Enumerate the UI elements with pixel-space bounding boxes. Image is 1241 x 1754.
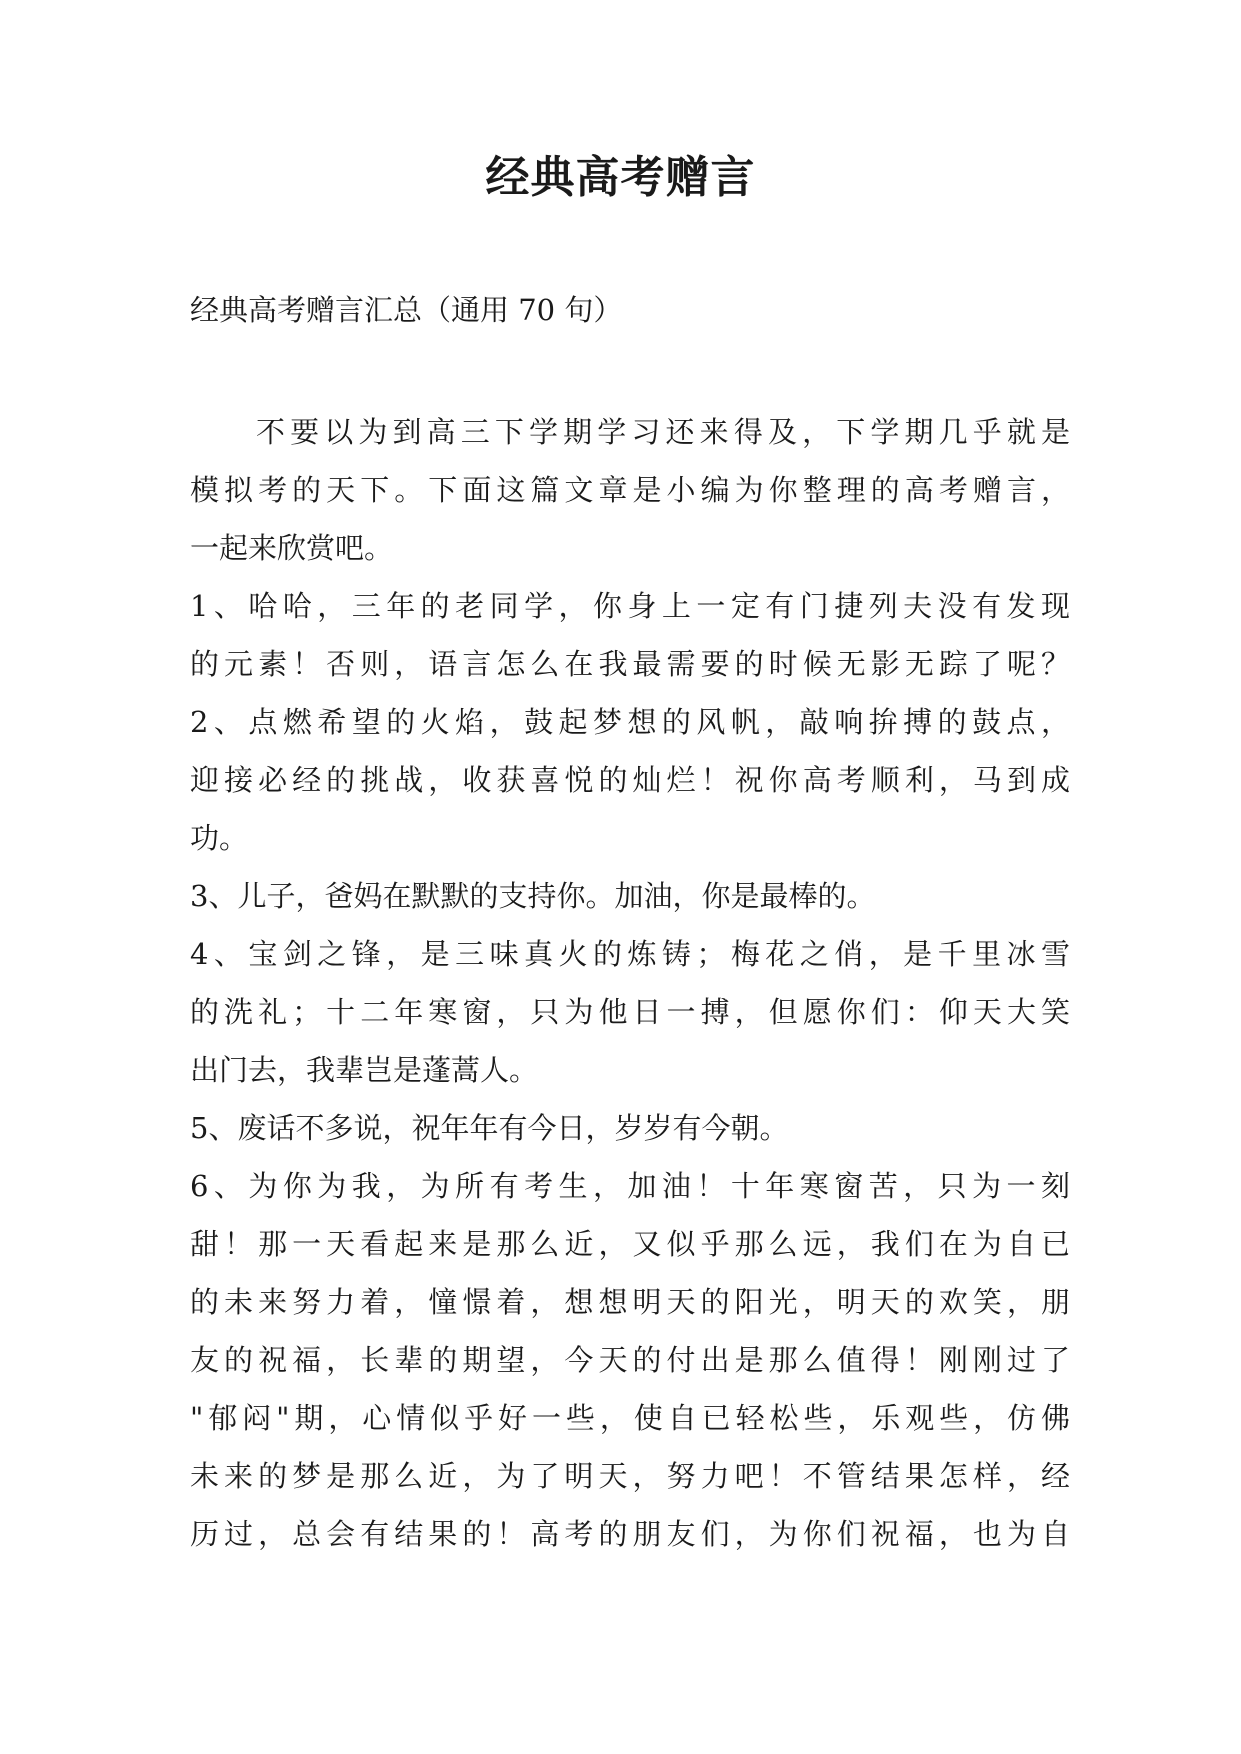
- list-item-line: 出门去，我辈岂是蓬蒿人。: [190, 1053, 539, 1087]
- list-item-line: 未来的梦是那么近，为了明天，努力吧！不管结果怎样，经: [190, 1459, 1070, 1493]
- list-item-line: "郁闷"期，心情似乎好一些，使自已轻松些，乐观些，仿佛: [190, 1401, 1070, 1435]
- list-item-line: 的洗礼；十二年寒窗，只为他日一搏，但愿你们：仰天大笑: [190, 995, 1070, 1029]
- paragraph-line: 一起来欣赏吧。: [190, 531, 394, 565]
- document-subtitle: 经典高考赠言汇总（通用 70 句）: [190, 293, 623, 327]
- list-item-line: 历过，总会有结果的！高考的朋友们，为你们祝福，也为自: [190, 1517, 1070, 1551]
- list-item-line: 的未来努力着，憧憬着，想想明天的阳光，明天的欢笑，朋: [190, 1285, 1070, 1319]
- list-item-line: 甜！那一天看起来是那么近，又似乎那么远，我们在为自已: [190, 1227, 1070, 1261]
- list-item-line: 1、哈哈，三年的老同学，你身上一定有门捷列夫没有发现: [190, 589, 1070, 623]
- paragraph-line: 模拟考的天下。下面这篇文章是小编为你整理的高考赠言，: [190, 473, 1070, 507]
- list-item-line: 3、儿子，爸妈在默默的支持你。加油，你是最棒的。: [190, 879, 876, 913]
- document-title: 经典高考赠言: [485, 152, 756, 203]
- document-body: [190, 403, 1070, 1563]
- list-item-line: 2、点燃希望的火焰，鼓起梦想的风帆，敲响拚搏的鼓点，: [190, 705, 1070, 739]
- list-item-line: 6、为你为我，为所有考生，加油！十年寒窗苦，只为一刻: [190, 1169, 1070, 1203]
- list-item-line: 4、宝剑之锋，是三味真火的炼铸；梅花之俏，是千里冰雪: [190, 937, 1070, 971]
- list-item-line: 功。: [190, 821, 249, 855]
- list-item-line: 的元素！否则，语言怎么在我最需要的时候无影无踪了呢？: [190, 647, 1070, 681]
- paragraph-line: 不要以为到高三下学期学习还来得及，下学期几乎就是: [256, 415, 1070, 449]
- list-item-line: 5、废话不多说，祝年年有今日，岁岁有今朝。: [190, 1111, 789, 1145]
- list-item-line: 友的祝福，长辈的期望，今天的付出是那么值得！刚刚过了: [190, 1343, 1070, 1377]
- list-item-line: 迎接必经的挑战，收获喜悦的灿烂！祝你高考顺利，马到成: [190, 763, 1070, 797]
